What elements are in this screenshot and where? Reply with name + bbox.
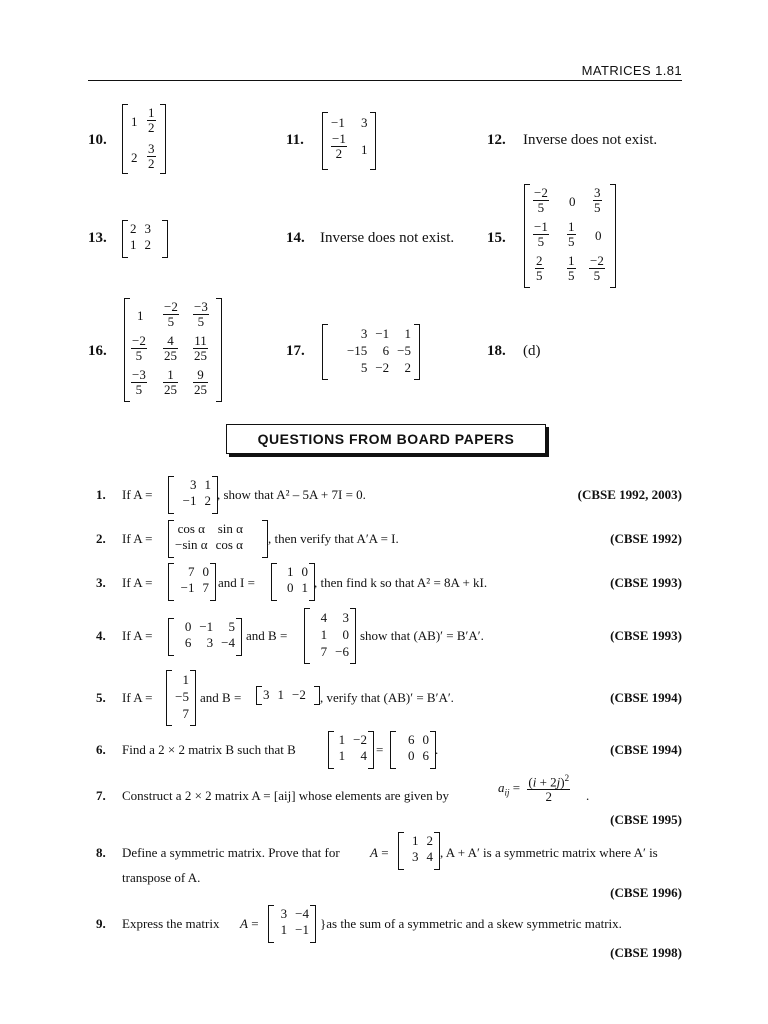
question-5-text: , verify that (AB)′ = B′A′.: [320, 690, 454, 705]
page-header: [0, 0, 768, 90]
question-8-symbol: A =: [370, 845, 389, 860]
question-2-matrix-a: cos α sin α −sin α cos α: [168, 520, 268, 558]
question-9-source: (CBSE 1998): [610, 945, 682, 960]
question-5-matrix-b: 3 1 −2: [256, 686, 320, 705]
question-6-equals: =: [376, 742, 384, 757]
question-1-matrix-a: 3 1 −1 2: [168, 476, 218, 514]
answer-14-number: 14.: [286, 230, 305, 246]
question-1-number: 1.: [96, 487, 106, 502]
answer-11-number: 11.: [286, 132, 304, 148]
question-7-number: 7.: [96, 788, 106, 803]
question-6-matrix-2: 6 0 0 6: [390, 731, 436, 769]
question-5-lead: If A =: [122, 690, 153, 705]
question-3-source: (CBSE 1993): [610, 575, 682, 590]
question-6-source: (CBSE 1994): [610, 742, 682, 757]
question-4-matrix-a: 0 −1 5 6 3 −4: [168, 618, 242, 656]
question-5-number: 5.: [96, 690, 106, 705]
question-7-source: (CBSE 1995): [610, 812, 682, 827]
answer-16-number: 16.: [88, 343, 107, 359]
question-4-number: 4.: [96, 628, 106, 643]
question-7-lead: Construct a 2 × 2 matrix A = [aij] whose elements are given by: [122, 788, 449, 803]
question-6-number: 6.: [96, 742, 106, 757]
answer-12-text: Inverse does not exist.: [523, 132, 658, 148]
answer-18-number: 18.: [487, 343, 506, 359]
question-3-text: , then find k so that A² = 8A + kI.: [314, 575, 488, 590]
question-6-text: .: [435, 742, 439, 757]
question-5-matrix-a: 1 −5 7: [166, 670, 196, 726]
question-4-text: show that (AB)′ = B′A′.: [360, 628, 484, 643]
question-6-lead: Find a 2 × 2 matrix B such that B: [122, 742, 296, 757]
question-4-source: (CBSE 1993): [610, 628, 682, 643]
question-9-lead: Express the matrix: [122, 916, 220, 931]
question-9-text: }as the sum of a symmetric and a skew symmetric matrix.: [320, 916, 622, 931]
answer-15-matrix: $\frac{-2}{5}$ 0 $\frac{3}{5}$ $\frac{-1}{5}$ $\frac{1}{5}$ 0 $\frac{2}{5}$ $\frac{1}{5}$ $\frac{-2}{5}$: [524, 184, 616, 288]
answer-13-number: 13.: [88, 230, 107, 246]
question-8-text: , A + A′ is a symmetric matrix where A′ is: [440, 845, 658, 860]
answer-18-text: (d): [523, 343, 541, 359]
question-5-source: (CBSE 1994): [610, 690, 682, 705]
section-heading: QUESTIONS FROM BOARD PAPERS: [257, 431, 515, 447]
question-1-source: (CBSE 1992, 2003): [577, 487, 682, 502]
answer-11-matrix: −1 3 $\frac{-1}{2}$ 1: [322, 112, 376, 170]
question-2-text: , then verify that A′A = I.: [268, 531, 399, 546]
question-7-formula: $a_{ij}$ = $\frac{(i + 2j)^2}{2}$: [498, 773, 570, 804]
question-7-text: .: [586, 788, 590, 803]
answer-13-matrix: 2 3 1 2: [122, 220, 168, 258]
question-4-lead: If A =: [122, 628, 153, 643]
question-1-text: , show that A² – 5A + 7I = 0.: [217, 487, 366, 502]
question-9-matrix-a: 3 −4 1 −1: [268, 905, 316, 943]
answer-17-matrix: 3 −1 1 −15 6 −5 5 −2 2: [322, 324, 420, 380]
answer-14-text: Inverse does not exist.: [320, 230, 455, 246]
question-9-number: 9.: [96, 916, 106, 931]
header-rule: [88, 80, 682, 81]
question-8-lead: Define a symmetric matrix. Prove that for: [122, 845, 340, 860]
answer-17-number: 17.: [286, 343, 305, 359]
question-3-matrix-i: 1 0 0 1: [271, 563, 315, 601]
question-1-lead: If A =: [122, 487, 153, 502]
answer-10-number: 10.: [88, 132, 107, 148]
question-8-number: 8.: [96, 845, 106, 860]
running-head: MATRICES 1.81: [581, 63, 682, 78]
question-2-source: (CBSE 1992): [610, 531, 682, 546]
question-3-matrix-a: 7 0 −1 7: [168, 563, 216, 601]
question-4-matrix-b: 4 3 1 0 7 −6: [304, 608, 356, 664]
section-heading-box: [226, 424, 546, 454]
question-8-source: (CBSE 1996): [610, 885, 682, 900]
answer-12-number: 12.: [487, 132, 506, 148]
question-4-mid: and B =: [246, 628, 288, 643]
question-3-lead: If A =: [122, 575, 153, 590]
answer-10-matrix: 1 $\frac{1}{2}$ 2 $\frac{3}{2}$: [122, 104, 166, 174]
question-5-mid: and B =: [200, 690, 242, 705]
question-6-matrix-1: 1 −2 1 4: [328, 731, 374, 769]
question-9-symbol: A =: [240, 916, 259, 931]
question-3-number: 3.: [96, 575, 106, 590]
question-2-lead: If A =: [122, 531, 153, 546]
question-8-text-line2: transpose of A.: [122, 870, 201, 885]
question-2-number: 2.: [96, 531, 106, 546]
answer-16-matrix: 1 $\frac{-2}{5}$ $\frac{-3}{5}$ $\frac{-2}{5}$ $\frac{4}{25}$ $\frac{11}{25}$ $\frac{-3}{5}$ $\frac{1}{25}$ $\frac{9}{25}$: [124, 298, 222, 402]
question-3-mid: and I =: [218, 575, 255, 590]
question-8-matrix-a: 1 2 3 4: [398, 832, 440, 870]
answer-15-number: 15.: [487, 230, 506, 246]
